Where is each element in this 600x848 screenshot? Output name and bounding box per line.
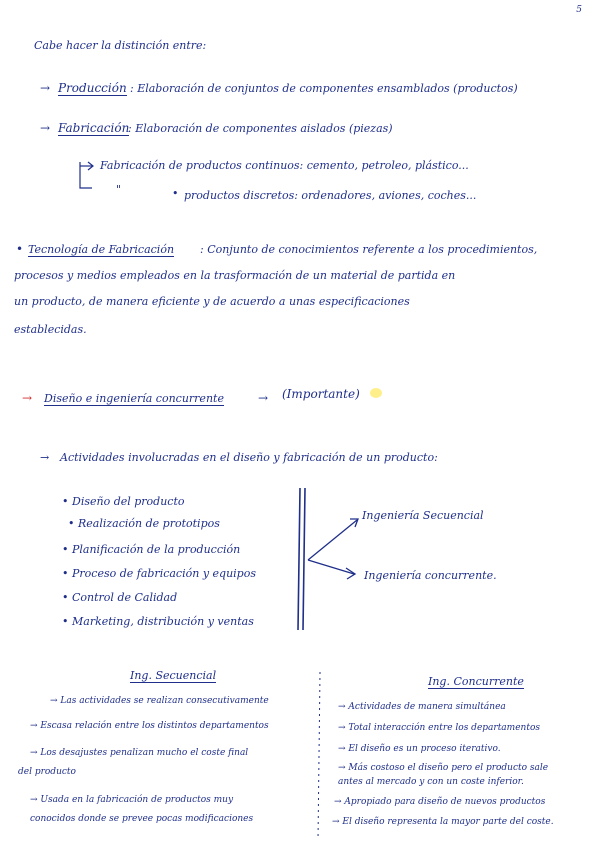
actividad-item: • Realización de prototipos <box>68 517 220 530</box>
actividad-item: • Diseño del producto <box>62 495 185 508</box>
concurrente-title: Ing. Concurrente <box>428 675 524 688</box>
arrow-to-concurrente <box>308 560 354 574</box>
tecnologia-line-1: : Conjunto de conocimientos referente a los procedimientos, <box>200 243 538 256</box>
ditto-mark: " <box>116 183 122 196</box>
fabricacion-discretos: productos discretos: ordenadores, aviones, coches... <box>184 189 477 202</box>
tecnologia-bullet: • <box>16 242 24 256</box>
tecnologia-line-4: establecidas. <box>14 323 87 336</box>
concurrente-item: → Total interacción entre los departamentos <box>338 723 540 733</box>
secuencial-item: → Escasa relación entre los distintos departamentos <box>30 721 269 731</box>
brace-line-right <box>303 488 305 630</box>
produccion-term: Producción <box>58 81 127 95</box>
branch-secuencial: Ingeniería Secuencial <box>362 509 484 522</box>
brace-line-left <box>298 488 300 630</box>
concurrente-item: → El diseño representa la mayor parte del coste. <box>332 817 554 827</box>
secuencial-item-cont: conocidos donde se prevee pocas modificaciones <box>30 814 254 824</box>
actividades-heading: Actividades involucradas en el diseño y fabricación de un producto: <box>60 451 438 464</box>
concurrente-item: → Actividades de manera simultánea <box>338 702 506 712</box>
concurrente-item-cont: antes al mercado y con un coste inferior. <box>338 777 524 787</box>
fabricacion-definition: : Elaboración de componentes aislados (piezas) <box>128 122 393 135</box>
secuencial-item-cont: del producto <box>18 767 76 777</box>
concurrente-item: → El diseño es un proceso iterativo. <box>338 744 501 754</box>
concurrente-item: → Más costoso el diseño pero el producto sale <box>338 763 549 773</box>
tecnologia-term: Tecnología de Fabricación <box>28 243 175 256</box>
diseno-note: (Importante) <box>282 387 360 401</box>
actividad-item: • Marketing, distribución y ventas <box>62 615 254 628</box>
secuencial-item: → Las actividades se realizan consecutivamente <box>50 696 269 706</box>
actividad-item: • Proceso de fabricación y equipos <box>62 567 256 580</box>
arrow-to-secuencial <box>308 520 357 560</box>
column-divider <box>318 672 320 840</box>
produccion-definition: : Elaboración de conjuntos de componentes ensamblados (productos) <box>130 82 518 95</box>
highlight-mark <box>370 388 382 398</box>
actividad-item: • Control de Calidad <box>62 591 178 604</box>
fabricacion-term: Fabricación <box>58 121 130 135</box>
produccion-arrow: → <box>40 81 51 95</box>
tecnologia-line-3: un producto, de manera eficiente y de acuerdo a unas especificaciones <box>14 295 410 308</box>
concurrente-item: → Apropiado para diseño de nuevos productos <box>334 797 546 807</box>
intro-text: Cabe hacer la distinción entre: <box>34 39 207 52</box>
diseno-arrow: → <box>22 391 33 405</box>
secuencial-item: → Usada en la fabricación de productos muy <box>30 795 234 805</box>
branch-concurrente: Ingeniería concurrente. <box>364 569 497 582</box>
fabricacion-arrow: → <box>40 121 51 135</box>
fabricacion-discretos-bullet: • <box>172 187 179 200</box>
tecnologia-line-2: procesos y medios empleados en la trasformación de un material de partida en <box>14 269 456 282</box>
actividades-arrow: → <box>40 451 50 464</box>
fabricacion-continuos: Fabricación de productos continuos: cemento, petroleo, plástico... <box>100 159 469 172</box>
diseno-arrow-2: → <box>258 391 269 405</box>
secuencial-item: → Los desajustes penalizan mucho el coste final <box>30 748 249 758</box>
secuencial-title: Ing. Secuencial <box>130 669 217 682</box>
diseno-term: Diseño e ingeniería concurrente <box>44 392 224 405</box>
page-number: 5 <box>576 5 582 15</box>
actividad-item: • Planificación de la producción <box>62 543 241 556</box>
